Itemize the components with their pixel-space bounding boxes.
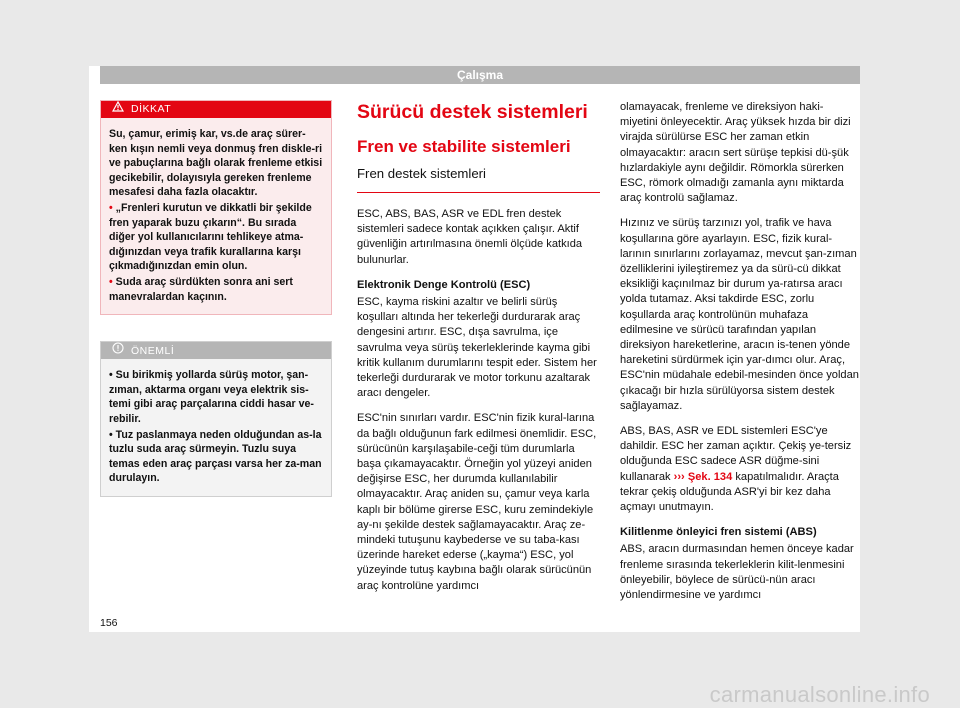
info-circle-icon [111,342,125,360]
warning-label: DİKKAT [131,103,172,115]
middle-column [357,100,600,604]
page-title: Sürücü destek sistemleri [357,101,588,123]
abs-heading: Kilitlenme önleyici fren sistemi (ABS) [620,526,817,539]
important-bullet: • Tuz paslanmaya neden olduğundan as-la tuzlu suda araç sürmeyin. Tuzlu suya temas eden araç parçası varsa her za-man durulayın. [109,428,322,485]
figure-reference-link[interactable]: Şek. 134 [687,470,733,483]
warning-box [100,100,332,315]
important-body [101,359,331,496]
important-bullet: • Su birikmiş yollarda sürüş motor, şan-zıman, aktarma organı veya elektrik sis-temi gibi araç parçalarına ciddi hasar ve-rebilir. [109,369,314,425]
warning-bullet: • Suda araç sürdükten sonra ani sert manevralardan kaçının. [109,275,293,303]
bullet-icon: • [109,201,113,214]
paragraph: Hızınız ve sürüş tarzınızı yol, trafik ve hava koşullarına göre ayarlayın. ESC, fizik kural-larının sınırlarını zorlayamaz, mevcut şan-zıman özelliklerini iyileştiremez ya da sürü-cü dikkat eksikliği kaçınılmaz bir durum ya-ratırsa aracı yolda tutamaz. Aksi takdirde ESC, zorlu koşullarda araç kontrolünün muhafaza edilmesine ve sürücü tarafından yapılan direksiyon hareketlerine, aracın is-tenen yönde hareketini sürdürmek için yar-dımcı olur. Araç, ESC'nin müdahale edebil-mesinden önce yoldan çıkacağı bir hızla sürülüyorsa sistem destek sağlayamaz. [620,217,859,412]
warning-header [101,101,331,118]
paragraph: ABS, BAS, ASR ve EDL sistemleri ESC'ye dahildir. ESC her zaman açıktır. Çekiş ye-tersiz olduğunda ESC sadece ASR düğme-sini kullanarak ››› Şek. 134 kapatılmalıdır. Araçta tekrar çekiş olduğunda ASR'yi bir kez daha açmayı unutmayın. [620,425,852,514]
bullet-icon: • [109,275,113,288]
watermark: carmanualsonline.info [709,682,930,707]
page-number: 156 [100,617,118,629]
section-heading: Fren destek sistemleri [357,165,600,193]
paragraph: ESC, ABS, BAS, ASR ve EDL fren destek sistemleri sadece kontak açıkken çalışır. Aktif güvenliğin artırılmasına önemli ölçüde katkıda bulunurlar. [357,208,583,266]
bullet-icon: • [109,428,113,441]
right-column [620,100,860,613]
paragraph: ESC'nin sınırları vardır. ESC'nin fizik kural-larına da bağlı olduğunun fark edilmesi önemlidir. ESC, sürücünün karşılaşabile-ceği tüm durumlarla başa çıkamayacaktır. Örneğin yol yüzeyi aniden değişirse ESC, her durumda kullanılabilir olmayacaktır. Araç aniden su, çamur veya karla kaplı bir bölüme girerse ESC, kuru zemindekiyle ay-nı şekilde destek sağlamayacaktır. Araç ze-mindeki tutuşunu kaybederse ve su taba-kası üzerinde hareket ederse („kayma“) ESC, yol yüzeyinde tutuş kaybına bağlı olarak sürücünün araç kontrolüne yardımcı [357,412,597,592]
paragraph: ESC, kayma riskini azaltır ve belirli sürüş koşulları altında her tekerleği durdurarak araç dengesini artırır. ESC, dışa savrulma, içe savrulma veya sürüş tekerleklerinde kayma gibi kritik kullanım durumlarını tespit eder. Sistem her tekerleği durdurarak ve motor torkunu azaltarak aracı dengeler. [357,296,597,400]
important-box [100,341,332,497]
warning-intro: Su, çamur, erimiş kar, vs.de araç sürer-ken kışın nemli veya donmuş fren diskle-ri ve pabuçlarına bağlı olarak frenleme etkisi gecikebilir, dolayısıyla gereken frenleme mesafesi daha fazla olacaktır. [109,128,323,199]
warning-body [101,118,331,314]
bullet-icon: • [109,369,113,382]
esc-heading: Elektronik Denge Kontrolü (ESC) [357,278,531,291]
chapter-subtitle: Fren ve stabilite sistemleri [357,137,571,156]
important-header [101,342,331,359]
important-label: ÖNEMLİ [131,345,175,358]
reference-arrow-icon: ››› [673,470,685,483]
left-column [100,100,332,523]
warning-triangle-icon [111,101,125,118]
warning-bullet: • „Frenleri kurutun ve dikkatli bir şekilde fren yaparak buzu çıkarın“. Bu sırada diğer yol kullanıcılarını tehlikeye atma-dığınızdan veya trafik kurallarına karşı çıkmadığınızdan emin olun. [109,201,312,273]
paragraph: ABS, aracın durmasından hemen önceye kadar frenleme sırasında tekerleklerin kilit-lenmesini önleyebilir, böylece de sürücü-nün aracı yönlendirmesine ve yardımcı [620,543,854,602]
paragraph: olamayacak, frenleme ve direksiyon haki-miyetini önleyecektir. Araç yüksek hızda bir dizi virajda sürülürse ESC her zaman etkin olmayacaktır: aracın sert sürüşe tepkisi dü-şük hızlardakiyle aynı değildir. Römorkla sürerken ESC, römork olmadığı zamanla aynı miktarda araç kontrolü sağlamaz. [620,101,851,205]
chapter-header: Çalışma [100,66,860,84]
